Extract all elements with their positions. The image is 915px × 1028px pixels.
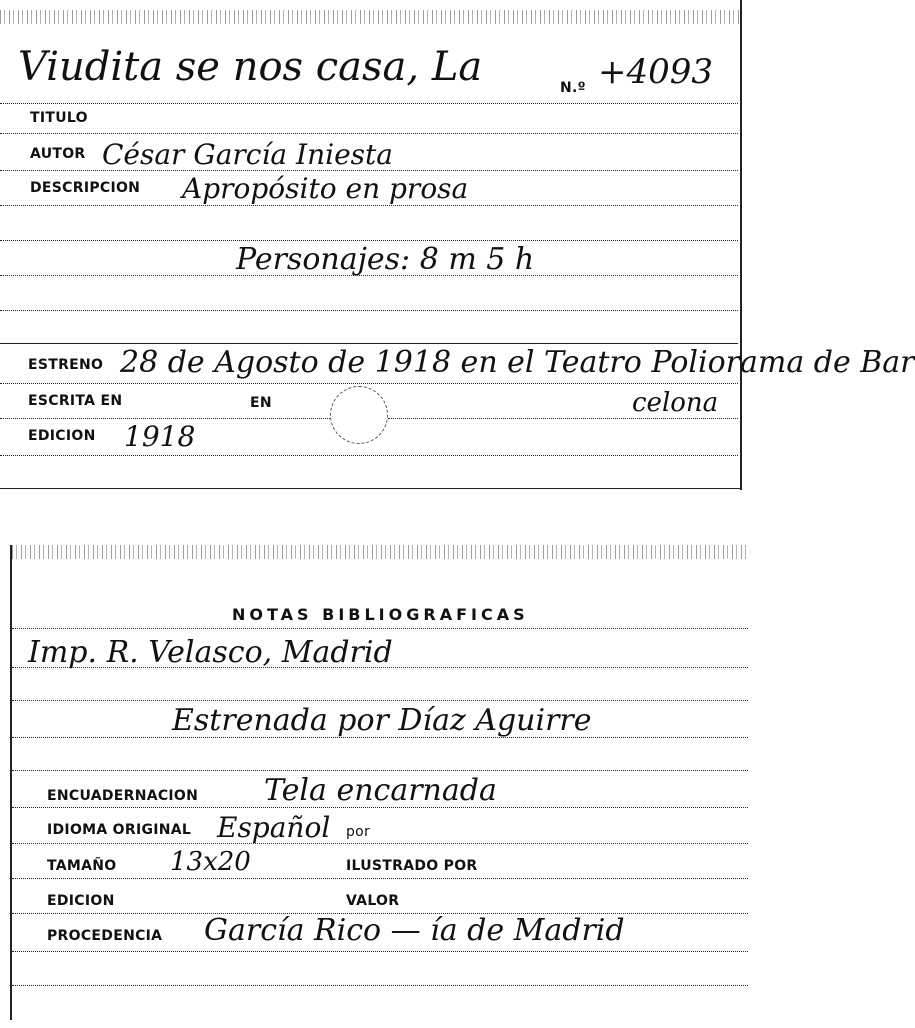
tamano-label: TAMAÑO xyxy=(47,858,117,874)
ruled-line xyxy=(0,170,738,171)
ruled-line xyxy=(12,878,748,879)
ruled-line xyxy=(0,310,738,311)
encuadernacion-label: ENCUADERNACION xyxy=(47,788,199,804)
edicion-value: 1918 xyxy=(124,420,196,453)
escrita-label: ESCRITA EN xyxy=(28,393,123,409)
card-bottom-edge xyxy=(0,488,740,489)
ruled-line xyxy=(0,133,738,134)
ruled-line xyxy=(388,418,738,419)
ruled-line xyxy=(0,275,738,276)
card-edge-texture xyxy=(12,545,750,559)
title-value: Viudita se nos casa, La xyxy=(18,44,483,90)
descripcion-label: DESCRIPCION xyxy=(30,180,141,196)
note-premiere: Estrenada por Díaz Aguirre xyxy=(172,703,592,738)
ruled-line xyxy=(0,455,738,456)
procedencia-value: García Rico — ía de Madrid xyxy=(204,913,625,948)
ruled-line xyxy=(0,240,738,241)
personajes-value: Personajes: 8 m 5 h xyxy=(236,242,535,277)
ruled-line xyxy=(12,807,748,808)
estreno-value: 28 de Agosto de 1918 en el Teatro Poliorama de Bar xyxy=(120,345,915,380)
number-label: N.º xyxy=(560,80,586,96)
ruled-line xyxy=(12,951,748,952)
ruled-line xyxy=(12,737,748,738)
ruled-line xyxy=(12,985,748,986)
en-label: EN xyxy=(250,395,272,411)
ruled-line xyxy=(0,383,738,384)
autor-value: César García Iniesta xyxy=(102,138,393,171)
catalog-card-bottom xyxy=(10,545,750,1020)
titulo-label: TITULO xyxy=(30,110,88,126)
card-edge-texture xyxy=(0,10,740,24)
ruled-line xyxy=(12,667,748,668)
estreno-label: ESTRENO xyxy=(28,357,104,373)
tamano-value: 13x20 xyxy=(170,847,251,877)
catalog-card-top xyxy=(0,0,915,490)
edicion-label: EDICION xyxy=(28,428,96,444)
idioma-label: IDIOMA ORIGINAL xyxy=(47,822,192,838)
edicion-label: EDICION xyxy=(47,893,115,909)
autor-label: AUTOR xyxy=(30,146,86,162)
ruled-line xyxy=(12,700,748,701)
estreno-continuation: celona xyxy=(632,388,719,418)
ruled-line xyxy=(0,418,330,419)
por-label: por xyxy=(346,824,371,840)
encuadernacion-value: Tela encarnada xyxy=(264,773,497,808)
procedencia-label: PROCEDENCIA xyxy=(47,928,163,944)
ruled-line xyxy=(12,628,748,629)
ruled-line xyxy=(12,843,748,844)
note-printer: Imp. R. Velasco, Madrid xyxy=(28,635,393,670)
ruled-line xyxy=(0,343,738,344)
ilustrado-label: ILUSTRADO POR xyxy=(346,858,478,874)
ruled-line xyxy=(0,205,738,206)
ruled-line xyxy=(12,770,748,771)
descripcion-value: Apropósito en prosa xyxy=(182,172,469,205)
valor-label: VALOR xyxy=(346,893,400,909)
punch-hole xyxy=(330,386,388,444)
number-value: +4093 xyxy=(598,52,714,92)
idioma-value: Español xyxy=(217,811,331,844)
ruled-line xyxy=(0,103,738,104)
section-title: NOTAS BIBLIOGRAFICAS xyxy=(232,605,529,624)
